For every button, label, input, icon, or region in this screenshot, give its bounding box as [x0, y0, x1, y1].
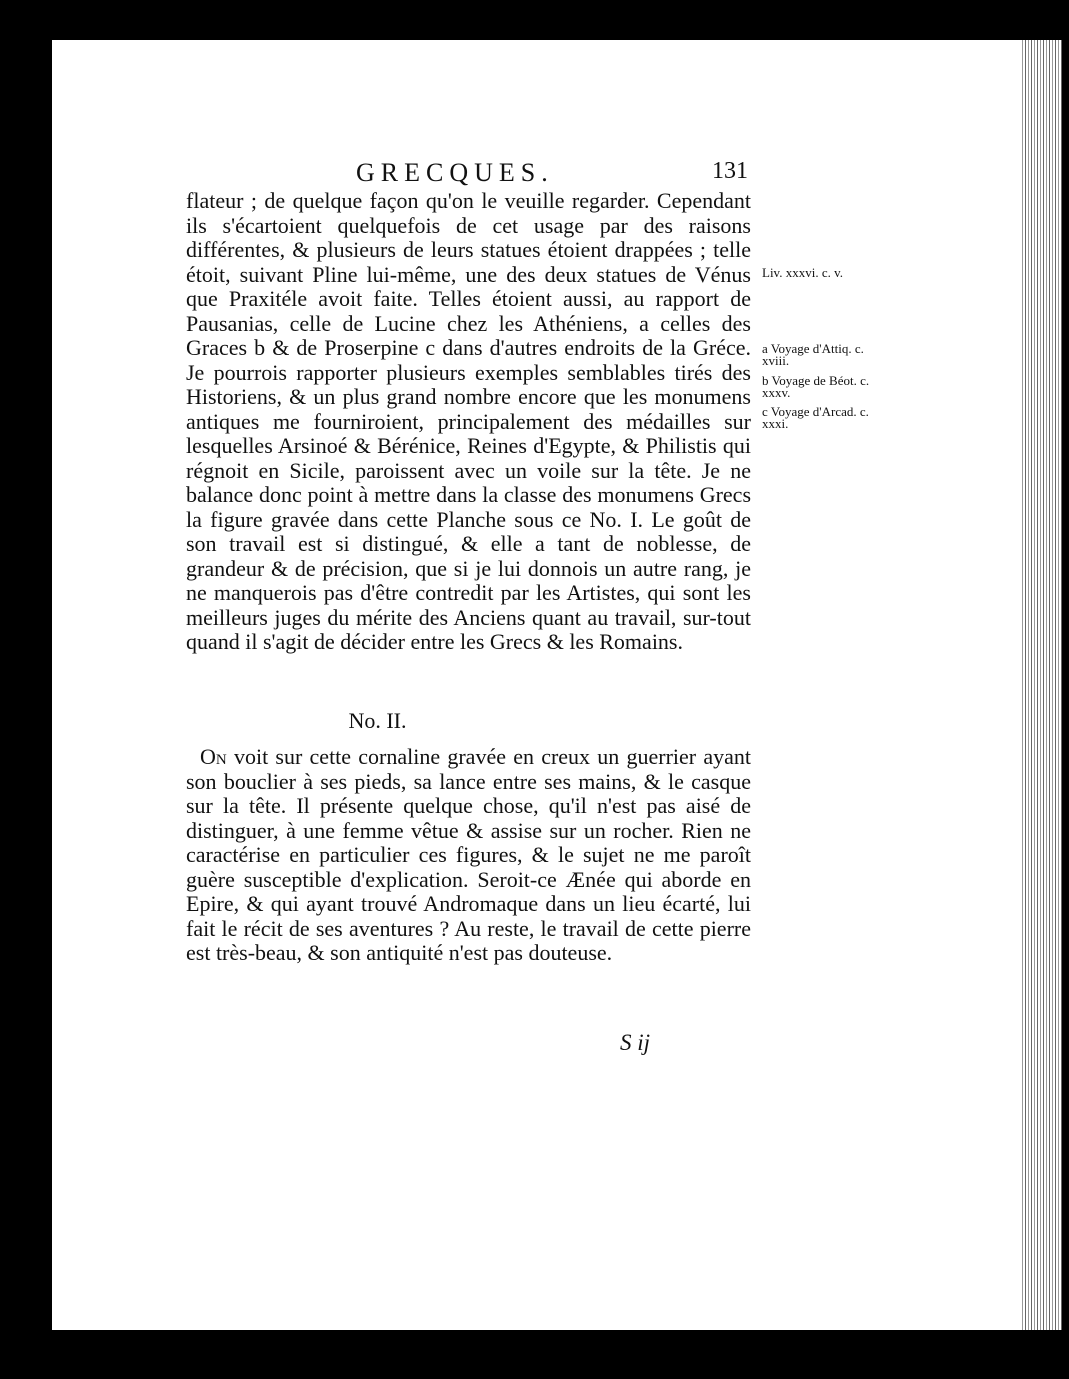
paragraph-1-text: flateur ; de quelque façon qu'on le veuille regarder. Cependant ils s'écartoient quelquefois de cet usage par des raisons différentes, & plusieurs de leurs statues étoient drappées ; telle étoit, suivant Pline lui-même, une des deux statues de Vénus que Praxitéle avoit faite. Telles étoient aussi, au rapport de Pausanias, celle de Lucine chez les Athéniens, a celles des Graces b & de Proserpine c dans d'autres endroits de la Gréce. Je pourrois rapporter plusieurs exemples semblables tirés des Historiens, & un plus grand nombre encore que les monumens antiques me fourniroient, principalement des médailles sur lesquelles Arsinoé & Bérénice, Reines d'Egypte, & Philistis qui régnoit en Sicile, paroissent avec un voile sur la tête. Je ne balance donc point à mettre dans la classe des monumens Grecs la figure gravée dans cette Planche sous ce No. I. Le goût de son travail est si distingué, & elle a tant de noblesse, de grandeur & de précision, que si je lui donnois un autre rang, je ne manquerois pas d'être contredit par les Artistes, qui sont les meilleurs juges du mérite des Anciens quant au travail, sur-tout quand il s'agit de décider entre les Grecs & les Romains. [186, 188, 751, 654]
section-heading: No. II. [348, 708, 407, 733]
signature-mark: S ij [620, 1030, 651, 1055]
paragraph-2-body: voit sur cette cornaline gravée en creux un guerrier ayant son bouclier à ses pieds, sa lance entre ses mains, & le casque sur la tête. Il présente quelque chose, qu'il n'est pas aisé de distinguer, à une femme vêtue & assise sur un rocher. Rien ne caractérise en particulier ces figures, & le sujet ne me paroît guère susceptible d'explication. Seroit-ce Ænée qui aborde en Epire, & qui ayant trouvé Andromaque dans un lieu écarté, lui fait le récit de ses aventures ? Au reste, le travail de cette pierre est très-beau, & son antiquité n'est pas douteuse. [186, 744, 751, 965]
page-edges [1020, 40, 1062, 1330]
margin-note-pliny: Liv. xxxvi. c. v. [762, 265, 843, 280]
margin-note-b: b Voyage de Béot. c. xxxv. [762, 373, 870, 400]
body-paragraph-2 [186, 745, 751, 966]
body-paragraph-1 [186, 189, 751, 655]
margin-note-a: a Voyage d'Attiq. c. xviii. [762, 341, 864, 368]
running-title: GRECQUES. [356, 158, 554, 187]
margin-note-c: c Voyage d'Arcad. c. xxxi. [762, 404, 869, 431]
page-number: 131 [712, 158, 748, 184]
paragraph-2-text [186, 745, 751, 966]
paragraph-2-lead: On [200, 744, 227, 769]
